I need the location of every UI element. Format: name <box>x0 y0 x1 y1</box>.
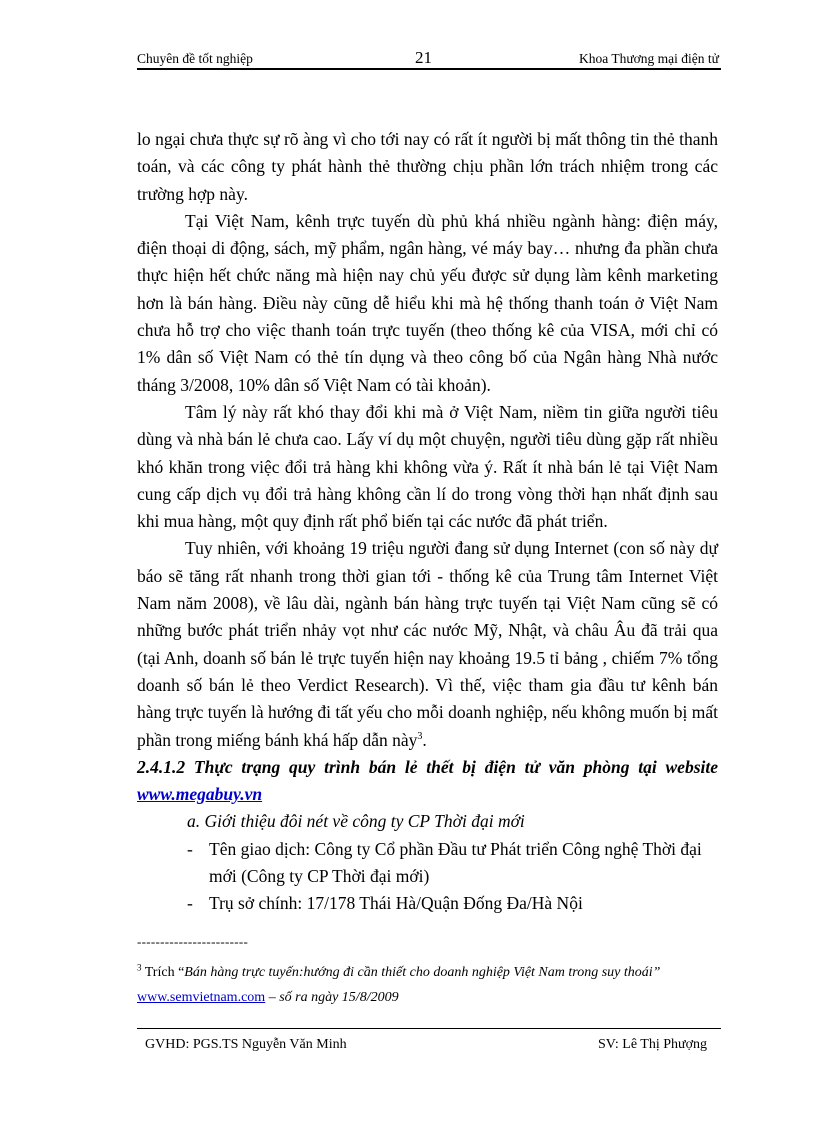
bullet-dash: - <box>187 893 193 914</box>
list-item <box>137 890 718 917</box>
header-right: Khoa Thương mại điện tử <box>578 51 719 66</box>
footer-right: SV: Lê Thị Phượng <box>598 1037 707 1052</box>
paragraph: Tại Việt Nam, kênh trực tuyến dù phủ khá nhiều ngành hàng: điện máy, điện thoại di động, sách, mỹ phẩm, ngân hàng, vé máy bay… nhưng đa phần chưa thực hiện hết chức năng mà hiện nay chủ yếu được sử dụng làm kênh marketing hơn là bán hàng. Điều này cũng dễ hiểu khi mà hệ thống thanh toán ở Việt Nam chưa hỗ trợ cho việc thanh toán trực tuyến (theo thống kê của VISA, mới chỉ có 1% dân số Việt Nam có thẻ tín dụng và theo công bố của Ngân hàng Nhà nước tháng 3/2008, 10% dân số Việt Nam có tài khoản). <box>137 210 718 395</box>
megabuy-link[interactable]: www.megabuy.vn <box>137 784 263 805</box>
footnote <box>137 960 718 1010</box>
header-rule <box>137 68 721 70</box>
paragraph: Tuy nhiên, với khoảng 19 triệu người đang sử dụng Internet (con số này dự báo sẽ tăng rất nhanh trong thời gian tới - thống kê của Trung tâm Internet Việt Nam năm 2008), về lâu dài, ngành bán hàng trực tuyến tại Việt Nam cũng sẽ có những bước phát triển nhảy vọt như các nước Mỹ, Nhật, và châu Âu đã trải qua (tại Anh, doanh số bán lẻ trực tuyến hiện nay khoảng 19.5 tỉ bảng , chiếm 7% tổng doanh số bán lẻ theo Verdict Research). Vì thế, việc tham gia đầu tư kênh bán hàng trực tuyến là hướng đi tất yếu cho mỗi doanh nghiệp, nếu không muốn bị mất phần trong miếng bánh khá hấp dẫn này$^3$. <box>137 538 718 750</box>
semvietnam-link[interactable]: www.semvietnam.com <box>137 990 266 1005</box>
footnote-ref[interactable]: 3 <box>417 730 423 742</box>
footer-left: GVHD: PGS.TS Nguyễn Văn Minh <box>145 1037 347 1052</box>
paragraph-text: Tuy nhiên, với khoảng 19 triệu người đang sử dụng Internet (con số này dự báo sẽ tăng rất nhanh trong thời gian tới - thống kê của Trung tâm Internet Việt Nam năm 2008), về lâu dài, ngành bán hàng trực tuyến tại Việt Nam cũng sẽ có những bước phát triển nhảy vọt như các nước Mỹ, Nhật, và châu Âu đã trải qua (tại Anh, doanh số bán lẻ trực tuyến hiện nay khoảng 19.5 tỉ bảng , chiếm 7% tổng doanh số bán lẻ theo Verdict Research). Vì thế, việc tham gia đầu tư kênh bán hàng trực tuyến là hướng đi tất yếu cho mỗi doanh nghiệp, nếu không muốn bị mất phần trong miếng bánh khá hấp dẫn này <box>137 538 718 750</box>
footnote-quote: Bán hàng trực tuyến:hướng đi cần thiết cho doanh nghiệp Việt Nam trong suy thoái” <box>184 965 661 980</box>
footnote-separator: ------------------------ <box>137 934 249 949</box>
body-text <box>137 126 718 918</box>
bullet-text: Trụ sở chính: 17/178 Thái Hà/Quận Đống Đa/Hà Nội <box>209 893 583 914</box>
footer-rule <box>137 1028 721 1029</box>
footnote-number: 3 <box>137 962 142 973</box>
bullet-dash: - <box>187 838 193 859</box>
section-heading-text: 2.4.1.2 Thực trạng quy trình bán lẻ thết bị điện tử văn phòng tại website <box>137 756 718 777</box>
page-number: 21 <box>415 48 432 67</box>
page-header <box>137 48 721 70</box>
section-heading <box>137 754 718 809</box>
header-left: Chuyên đề tốt nghiệp <box>137 51 253 66</box>
list-item <box>137 836 718 891</box>
footnote-suffix: – số ra ngày 15/8/2009 <box>265 990 399 1005</box>
subheading: a. Giới thiệu đôi nét về công ty CP Thời đại mới <box>187 811 525 832</box>
paragraph: Tâm lý này rất khó thay đổi khi mà ở Việt Nam, niềm tin giữa người tiêu dùng và nhà bán lẻ chưa cao. Lấy ví dụ một chuyện, người tiêu dùng gặp rất nhiều khó khăn trong việc đổi trả hàng khi không vừa ý. Rất ít nhà bán lẻ tại Việt Nam cung cấp dịch vụ đổi trả hàng không cần lí do trong vòng thời hạn nhất định sau khi mua hàng, một quy định rất phổ biến tại các nước đã phát triển. <box>137 401 718 532</box>
bullet-text: Tên giao dịch: Công ty Cổ phần Đầu tư Phát triển Công nghệ Thời đại mới (Công ty CP Thời đại mới) <box>209 838 702 887</box>
footnote-prefix: Trích “ <box>141 965 185 980</box>
paragraph: lo ngại chưa thực sự rõ àng vì cho tới nay có rất ít người bị mất thông tin thẻ thanh toán, và các công ty phát hành thẻ thường chịu phần lớn trách nhiệm trong các trường hợp này. <box>137 129 718 204</box>
